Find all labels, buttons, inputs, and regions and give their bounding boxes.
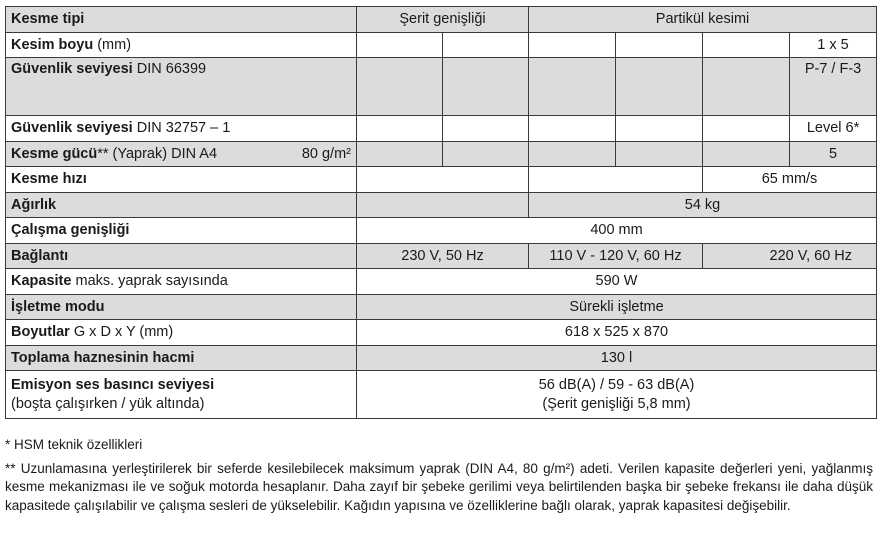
spec-table bbox=[5, 6, 877, 419]
row-label: Bağlantı bbox=[6, 243, 357, 269]
row-label: Güvenlik seviyesi DIN 66399 bbox=[6, 58, 357, 116]
table-row bbox=[6, 218, 877, 244]
table-row bbox=[6, 7, 877, 33]
table-row bbox=[6, 116, 877, 142]
cell-value: 5 bbox=[790, 141, 877, 167]
header-particle-cut: Partikül kesimi bbox=[529, 7, 877, 33]
table-row bbox=[6, 320, 877, 346]
table-row bbox=[6, 167, 877, 193]
footnote-hsm: * HSM teknik özellikleri bbox=[5, 437, 143, 452]
row-label: Çalışma genişliği bbox=[6, 218, 357, 244]
footnotes bbox=[5, 436, 873, 520]
row-label: Kesme hızı bbox=[6, 167, 357, 193]
row-label: Ağırlık bbox=[6, 192, 357, 218]
cell-value: 110 V - 120 V, 60 Hz bbox=[529, 243, 703, 269]
table-row bbox=[6, 371, 877, 419]
cell-value: 54 kg bbox=[529, 192, 877, 218]
cell-value: P-7 / F-3 bbox=[790, 58, 877, 116]
cell-value: 220 V, 60 Hz bbox=[703, 243, 877, 269]
row-label: Kesme gücü** (Yaprak) DIN A4 80 g/m² bbox=[6, 141, 357, 167]
table-row bbox=[6, 58, 877, 116]
cell-value: 65 mm/s bbox=[703, 167, 877, 193]
row-label: Kapasite maks. yaprak sayısında bbox=[6, 269, 357, 295]
row-label: İşletme modu bbox=[6, 294, 357, 320]
row-label: Toplama haznesinin hacmi bbox=[6, 345, 357, 371]
table-row bbox=[6, 32, 877, 58]
header-strip-cut: Şerit genişliği bbox=[357, 7, 529, 33]
cell-value: 230 V, 50 Hz bbox=[357, 243, 529, 269]
table-row bbox=[6, 141, 877, 167]
row-label: Kesme tipi bbox=[6, 7, 357, 33]
row-label: Emisyon ses basıncı seviyesi (boşta çalışırken / yük altında) bbox=[6, 371, 357, 419]
cell-value: 400 mm bbox=[357, 218, 877, 244]
table-row bbox=[6, 294, 877, 320]
cell-value: 1 x 5 bbox=[790, 32, 877, 58]
table-row bbox=[6, 192, 877, 218]
row-label: Boyutlar G x D x Y (mm) bbox=[6, 320, 357, 346]
table-row bbox=[6, 345, 877, 371]
table-row bbox=[6, 243, 877, 269]
row-label: Kesim boyu (mm) bbox=[6, 32, 357, 58]
cell-value: Sürekli işletme bbox=[357, 294, 877, 320]
row-label: Güvenlik seviyesi DIN 32757 – 1 bbox=[6, 116, 357, 142]
cell-value: 618 x 525 x 870 bbox=[357, 320, 877, 346]
cell-value: 130 l bbox=[357, 345, 877, 371]
cell-value: Level 6* bbox=[790, 116, 877, 142]
table-row bbox=[6, 269, 877, 295]
footnote-capacity: ** Uzunlamasına yerleştirilerek bir seferde kesilebilecek maksimum yaprak (DIN A4, 80 g/m²) adeti. Verilen kapasite değerleri yeni, yağlanmış kesme mekanizması ile ve soğuk motorda hesaplanır. Daha zayıf bir şebeke gerilimi veya belirtilenden başka bir şebeke frekansı ile daha düşük kapasitede çalışılabilir ve çalışma sesleri de yükselebilir. Kağıdın yapısına ve özelliklerine bağlı olarak, yaprak kapasitesi değişebilir. bbox=[5, 460, 873, 513]
cell-value: 56 dB(A) / 59 - 63 dB(A) (Şerit genişliği 5,8 mm) bbox=[357, 371, 877, 419]
cell-value: 590 W bbox=[357, 269, 877, 295]
